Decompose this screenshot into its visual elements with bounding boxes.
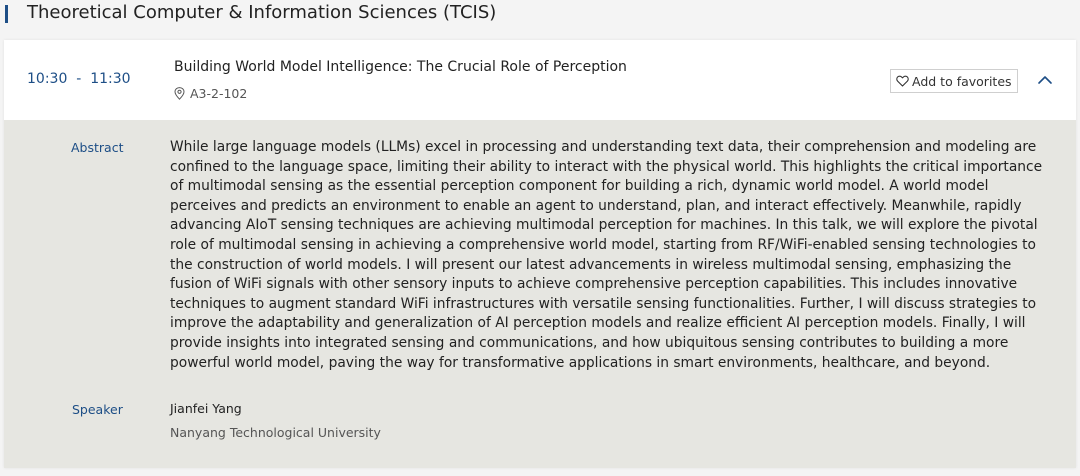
track-title: Theoretical Computer & Information Sciences (TCIS) [27,2,497,23]
add-to-favorites-button[interactable] [890,69,1018,93]
abstract-text: While large language models (LLMs) excel in processing and understanding text data, their comprehension and modeling are confined to the language space, limiting their ability to interact with the physical world. This highlights the critical importance of multimodal sensing as the essential perception component for building a rich, dynamic world model. A world model perceives and predicts an environment to enable an agent to understand, plan, and interact effectively. Meanwhile, rapidly advancing AIoT sensing techniques are achieving multimodal perception for machines. In this talk, we will explore the pivotal role of multimodal sensing in achieving a comprehensive world model, starting from RF/WiFi-enabled sensing technologies to the construction of world models. I will present our latest advancements in wireless multimodal sensing, emphasizing the fusion of WiFi signals with other sensory inputs to achieve comprehensive perception capabilities. This includes innovative techniques to augment standard WiFi infrastructures with versatile sensing functionalities. Further, I will discuss strategies to improve the adaptability and generalization of AI perception models and realize efficient AI perception models. Finally, I will provide insights into integrated sensing and communications, and how ubiquitous sensing contributes to building a more powerful world model, paving the way for transformative applications in smart environments, healthcare, and beyond. [170,139,1043,371]
session-location [174,86,247,101]
collapse-button[interactable] [1035,70,1055,90]
heart-icon [896,75,909,87]
session-time: 10:30 - 11:30 [27,71,131,87]
speaker-affiliation: Nanyang Technological University [170,425,381,440]
abstract-label: Abstract [71,140,124,155]
add-to-favorites-label: Add to favorites [912,73,1012,89]
track-header [0,0,1080,30]
chevron-up-icon [1035,75,1055,94]
session-card [4,40,1076,468]
speaker-label: Speaker [72,402,123,417]
location-label: A3-2-102 [190,86,248,101]
map-pin-icon [174,87,185,100]
session-details [4,120,1076,468]
speaker-name: Jianfei Yang [170,401,242,416]
track-accent-bar [5,5,8,23]
session-header[interactable] [4,40,1076,120]
session-title: Building World Model Intelligence: The Crucial Role of Perception [174,59,627,75]
